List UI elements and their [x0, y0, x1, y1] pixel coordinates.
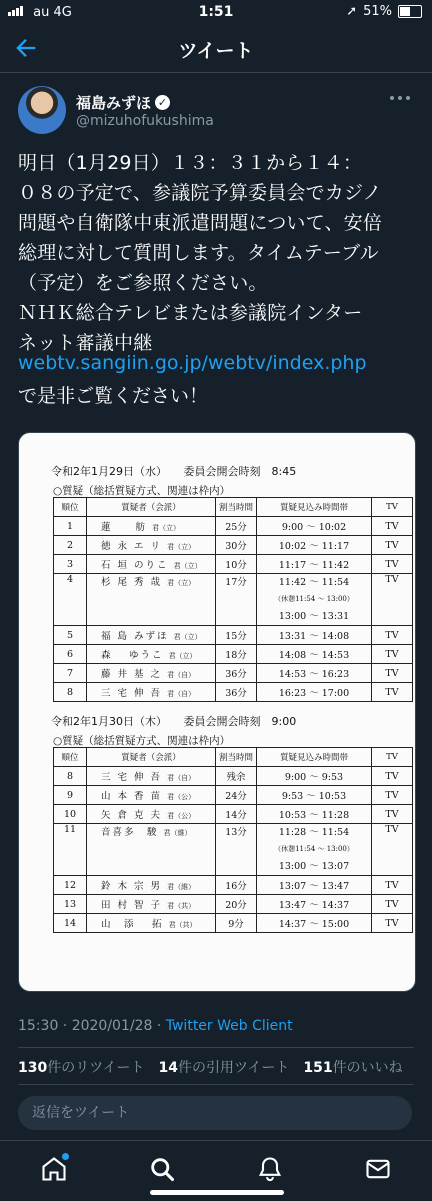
- time-span-cell: 14:53 ～ 16:23: [257, 664, 372, 683]
- questioner-name: 藤 井 基 之: [101, 669, 163, 680]
- allotted-time-cell: 16分: [216, 876, 257, 895]
- search-icon[interactable]: [148, 1155, 176, 1183]
- schedule-subtitle-day2: ○質疑（総括質疑方式、関連は枠内）: [53, 735, 231, 747]
- column-header: TV: [372, 498, 413, 517]
- questioner-cell: [87, 786, 216, 805]
- rank-cell: 9: [54, 786, 87, 805]
- questioner-name: 山 添 拓: [101, 919, 164, 930]
- questioner-name: 山 本 香 苗: [101, 791, 163, 802]
- allotted-time-cell: 14分: [216, 805, 257, 824]
- party-tag: 君（自）: [167, 774, 196, 782]
- party-tag: 君（立）: [152, 524, 181, 532]
- more-icon[interactable]: [390, 96, 412, 104]
- time-span-cell: 13:31 ～ 14:08: [257, 626, 372, 645]
- time-span-cell: [257, 574, 372, 626]
- divider: [18, 1084, 414, 1085]
- allotted-time-cell: 17分: [216, 574, 257, 626]
- column-header: 割当時間: [216, 498, 257, 517]
- rank-cell: 10: [54, 805, 87, 824]
- reply-input[interactable]: 返信をツイート: [18, 1096, 412, 1130]
- table-row: [54, 517, 413, 536]
- time-span-cell: 9:53 ～ 10:53: [257, 786, 372, 805]
- questioner-cell: [87, 767, 216, 786]
- tweet-text: 明日（1月29日）１３：３１から１４： ０８の予定で、参議院予算委員会でカジノ 問題や自衛隊中東派遣問題について、安倍 総理に対して質問します。タイムテーブル （予定）をご参照ください。 ＮＨＫ総合テレビまたは参議院インター ネット審議中継: [18, 152, 383, 354]
- questioner-cell: [87, 664, 216, 683]
- break-note: （休憩11:54 ～ 13:00）: [274, 595, 354, 603]
- top-nav: [0, 24, 432, 73]
- time-span-line: 11:42 ～ 11:54: [278, 577, 350, 588]
- party-tag: 君（公）: [167, 812, 196, 820]
- author-name-row[interactable]: [76, 92, 170, 113]
- divider: [18, 1047, 414, 1048]
- carrier-label: au: [33, 5, 50, 20]
- tweet-text-tail: で是非ご覧ください！: [18, 385, 209, 407]
- column-header: 割当時間: [216, 748, 257, 767]
- time-span-line: 13:00 ～ 13:31: [278, 611, 350, 622]
- table-row: [54, 767, 413, 786]
- schedule-title-day1: 令和2年1月29日（水） 委員会開会時刻 8:45: [51, 465, 297, 478]
- clock: 1:51: [198, 4, 234, 20]
- allotted-time-cell: 36分: [216, 664, 257, 683]
- questioner-name: 三 宅 伸 吾: [101, 688, 163, 699]
- questioner-cell: [87, 914, 216, 933]
- time-span-line: 11:28 ～ 11:54: [278, 827, 350, 838]
- tv-cell: TV: [372, 664, 413, 683]
- allotted-time-cell: 36分: [216, 683, 257, 702]
- allotted-time-cell: 10分: [216, 555, 257, 574]
- network-label: 4G: [53, 5, 72, 20]
- column-header: 質疑見込み時間帯: [257, 748, 372, 767]
- rank-cell: 8: [54, 767, 87, 786]
- tv-cell: TV: [372, 645, 413, 664]
- questioner-name: 杉 尾 秀 哉: [101, 577, 163, 588]
- tv-cell: TV: [372, 767, 413, 786]
- allotted-time-cell: 25分: [216, 517, 257, 536]
- battery-label: 51%: [363, 4, 392, 19]
- schedule-title-day2: 令和2年1月30日（木） 委員会開会時刻 9:00: [51, 715, 297, 728]
- allotted-time-cell: 18分: [216, 645, 257, 664]
- questioner-name: 徳 永 エ リ: [101, 541, 163, 552]
- table-row: [54, 555, 413, 574]
- schedule-subtitle-day1: ○質疑（総括質疑方式、関連は枠内）: [53, 485, 231, 497]
- party-tag: 君（公）: [167, 793, 196, 801]
- party-tag: 君（自）: [167, 671, 196, 679]
- break-note: （休憩11:54 ～ 13:00）: [274, 845, 354, 853]
- questioner-cell: [87, 805, 216, 824]
- tv-cell: TV: [372, 574, 413, 626]
- rank-cell: 6: [54, 645, 87, 664]
- retweet-count[interactable]: 130件のリツイート: [18, 1060, 145, 1076]
- time-span-cell: 16:23 ～ 17:00: [257, 683, 372, 702]
- allotted-time-cell: 9分: [216, 914, 257, 933]
- rank-cell: 5: [54, 626, 87, 645]
- tv-cell: TV: [372, 805, 413, 824]
- questioner-cell: [87, 895, 216, 914]
- quote-count[interactable]: 14件の引用ツイート: [158, 1060, 290, 1076]
- battery-icon: [398, 5, 422, 18]
- tv-cell: TV: [372, 824, 413, 876]
- time-span-cell: 13:07 ～ 13:47: [257, 876, 372, 895]
- tv-cell: TV: [372, 626, 413, 645]
- allotted-time-cell: 残余: [216, 767, 257, 786]
- column-header: TV: [372, 748, 413, 767]
- party-tag: 君（立）: [173, 633, 202, 641]
- table-row: [54, 626, 413, 645]
- tv-cell: TV: [372, 536, 413, 555]
- column-header: 質疑見込み時間帯: [257, 498, 372, 517]
- like-count[interactable]: 151件のいいね: [303, 1060, 403, 1076]
- table-row: [54, 895, 413, 914]
- party-tag: 君（自）: [167, 690, 196, 698]
- questioner-cell: [87, 626, 216, 645]
- tv-cell: TV: [372, 786, 413, 805]
- author-name[interactable]: 福島みずほ: [76, 94, 152, 112]
- questioner-cell: [87, 876, 216, 895]
- rank-cell: 4: [54, 574, 87, 626]
- rank-cell: 3: [54, 555, 87, 574]
- table-row: [54, 786, 413, 805]
- party-tag: 君（維）: [163, 829, 192, 837]
- table-row: [54, 536, 413, 555]
- rank-cell: 1: [54, 517, 87, 536]
- questioner-cell: [87, 517, 216, 536]
- status-bar: [0, 0, 432, 24]
- timestamp: 15:30 · 2020/01/28 ·: [18, 1018, 166, 1034]
- schedule-table-day1: [53, 497, 413, 702]
- questioner-cell: [87, 683, 216, 702]
- tweet-image[interactable]: [18, 432, 416, 992]
- page-title: ツイート: [178, 40, 254, 62]
- time-span-cell: [257, 824, 372, 876]
- questioner-name: 森 ゆうこ: [101, 650, 164, 661]
- questioner-name: 田 村 智 子: [101, 900, 163, 911]
- tv-cell: TV: [372, 876, 413, 895]
- table-row: [54, 914, 413, 933]
- time-span-line: 13:00 ～ 13:07: [278, 861, 350, 872]
- notification-dot: [62, 1153, 69, 1160]
- questioner-cell: [87, 536, 216, 555]
- questioner-cell: [87, 555, 216, 574]
- messages-icon[interactable]: [364, 1155, 392, 1183]
- rank-cell: 13: [54, 895, 87, 914]
- tv-cell: TV: [372, 517, 413, 536]
- tv-cell: TV: [372, 555, 413, 574]
- party-tag: 君（立）: [168, 652, 197, 660]
- time-span-cell: 9:00 ～ 9:53: [257, 767, 372, 786]
- client-link[interactable]: Twitter Web Client: [165, 1018, 293, 1034]
- questioner-cell: [87, 574, 216, 626]
- schedule-table-day2: [53, 747, 413, 933]
- time-span-cell: 14:37 ～ 15:00: [257, 914, 372, 933]
- party-tag: 君（立）: [167, 579, 196, 587]
- tv-cell: TV: [372, 683, 413, 702]
- questioner-name: 蓮 舫: [101, 522, 148, 533]
- column-header: 順位: [54, 748, 87, 767]
- rank-cell: 11: [54, 824, 87, 876]
- rank-cell: 14: [54, 914, 87, 933]
- questioner-cell: [87, 645, 216, 664]
- table-row: [54, 824, 413, 876]
- column-header: 質疑者（会派）: [87, 748, 216, 767]
- table-header-row: [54, 498, 413, 517]
- author-handle[interactable]: @mizuhofukushima: [76, 113, 214, 129]
- party-tag: 君（共）: [168, 921, 197, 929]
- party-tag: 君（立）: [167, 543, 196, 551]
- tv-cell: TV: [372, 895, 413, 914]
- column-header: 順位: [54, 498, 87, 517]
- questioner-name: 石 垣 のりこ: [101, 560, 169, 571]
- home-indicator: [150, 1190, 284, 1195]
- party-tag: 君（立）: [173, 562, 202, 570]
- allotted-time-cell: 20分: [216, 895, 257, 914]
- time-span-cell: 13:47 ～ 14:37: [257, 895, 372, 914]
- rank-cell: 12: [54, 876, 87, 895]
- tv-cell: TV: [372, 914, 413, 933]
- questioner-name: 鈴 木 宗 男: [101, 881, 163, 892]
- time-span-cell: 9:00 ～ 10:02: [257, 517, 372, 536]
- rank-cell: 7: [54, 664, 87, 683]
- allotted-time-cell: 24分: [216, 786, 257, 805]
- party-tag: 君（維）: [167, 883, 196, 891]
- time-span-cell: 10:53 ～ 11:28: [257, 805, 372, 824]
- questioner-cell: [87, 824, 216, 876]
- questioner-name: 三 宅 伸 吾: [101, 772, 163, 783]
- questioner-name: 矢 倉 克 夫: [101, 810, 163, 821]
- time-span-cell: 14:08 ～ 14:53: [257, 645, 372, 664]
- table-row: [54, 664, 413, 683]
- time-span-cell: 11:17 ～ 11:42: [257, 555, 372, 574]
- tweet-stats: [18, 1057, 403, 1077]
- allotted-time-cell: 15分: [216, 626, 257, 645]
- notifications-icon[interactable]: [256, 1155, 284, 1183]
- table-row: [54, 574, 413, 626]
- rank-cell: 8: [54, 683, 87, 702]
- allotted-time-cell: 13分: [216, 824, 257, 876]
- allotted-time-cell: 30分: [216, 536, 257, 555]
- tweet-link[interactable]: webtv.sangiin.go.jp/webtv/index.php: [18, 352, 367, 374]
- status-right: [346, 4, 422, 19]
- location-icon: ➚: [346, 4, 358, 19]
- questioner-name: 福 島 みずほ: [101, 631, 169, 642]
- column-header: 質疑者（会派）: [87, 498, 216, 517]
- table-header-row: [54, 748, 413, 767]
- table-row: [54, 876, 413, 895]
- table-row: [54, 683, 413, 702]
- tweet-meta: [18, 1018, 293, 1034]
- rank-cell: 2: [54, 536, 87, 555]
- party-tag: 君（共）: [167, 902, 196, 910]
- avatar[interactable]: [18, 86, 66, 134]
- time-span-cell: 10:02 ～ 11:17: [257, 536, 372, 555]
- verified-badge-icon: ✓: [155, 95, 170, 110]
- table-row: [54, 805, 413, 824]
- table-row: [54, 645, 413, 664]
- questioner-name: 音喜多 駿: [101, 827, 159, 838]
